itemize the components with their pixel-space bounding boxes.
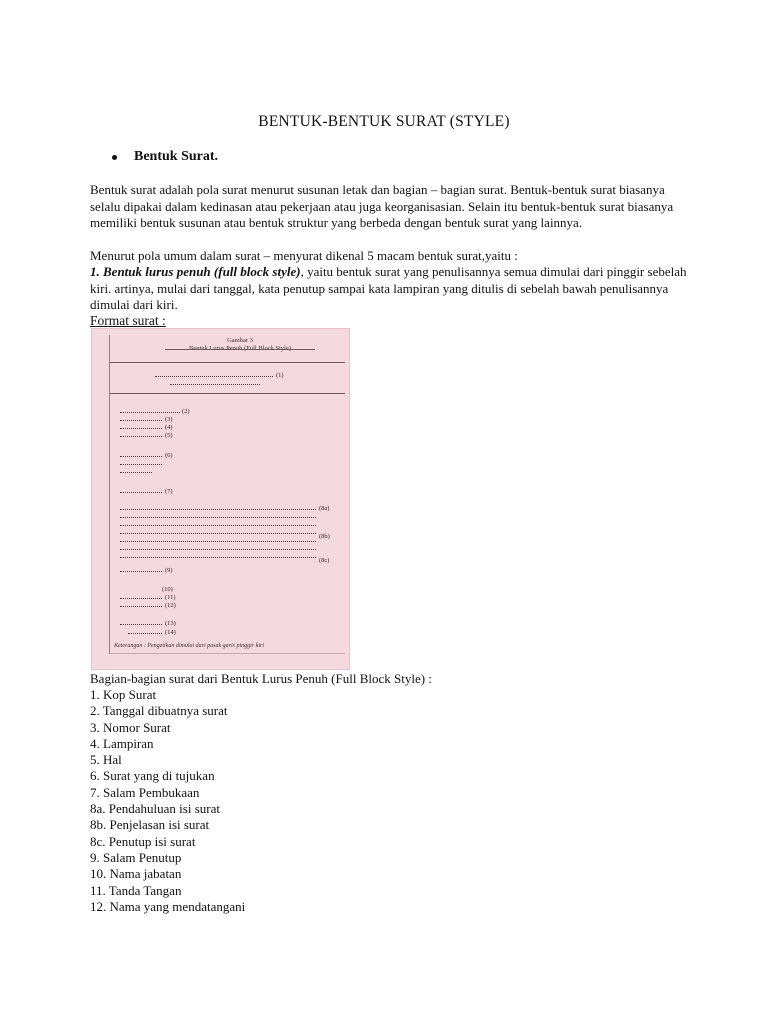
list-item: 6. Surat yang di tujukan: [90, 768, 215, 784]
figure-note: Keterangan : Pengetikan dimulai dari pasak garis pinggir kiri: [114, 643, 264, 649]
line-4: [120, 428, 162, 429]
label-13: (13): [165, 620, 176, 627]
line-6c: [120, 472, 152, 473]
letter-format-figure: [91, 328, 350, 670]
intro-paragraph: Bentuk surat adalah pola surat menurut susunan letak dan bagian – bagian surat. Bentuk-bentuk surat biasanya selalu dipakai dalam kedinasan atau pekerjaan atau juga keorganisasian. Selain itu bentuk-bentuk surat biasanya memiliki bentuk susunan atau bentuk struktur yang berbeda dengan bentuk surat yang lainnya.: [90, 182, 674, 230]
figure-caption: [170, 337, 310, 353]
line-8a-3: [120, 525, 316, 526]
line-5: [120, 436, 162, 437]
bullet-item: [112, 149, 218, 165]
parts-list: [90, 687, 245, 915]
label-3: (3): [165, 416, 173, 423]
document-title: BENTUK-BENTUK SURAT (STYLE): [258, 113, 510, 130]
line-9: [120, 571, 162, 572]
label-8a: (8a): [319, 505, 330, 512]
figure-frame: [109, 335, 345, 654]
list-item: 5. Hal: [90, 752, 122, 768]
line-6b: [120, 464, 162, 465]
list-item: 12. Nama yang mendatangani: [90, 898, 246, 914]
full-block-description: , yaitu bentuk surat yang penulisannya semua dimulai dari pinggir sebelah kiri. artinya, mulai dari tanggal, kata penutup sampai kata lampiran yang ditulis di sebelah bawah penulisannya dimulai dari kiri.: [90, 264, 687, 312]
line-11: [120, 598, 162, 599]
label-8b: (8b): [319, 533, 330, 540]
list-item: 2. Tanggal dibuatnya surat: [90, 703, 228, 719]
list-item: 1. Kop Surat: [90, 687, 157, 702]
list-item: 8c. Penutup isi surat: [90, 833, 196, 849]
label-4: (4): [165, 424, 173, 431]
label-12: (12): [165, 602, 176, 609]
label-9: (9): [165, 567, 173, 574]
label-10: (10): [162, 586, 173, 593]
caption-rule: [165, 349, 315, 350]
line-6a: [120, 456, 162, 457]
header-rule: [110, 362, 345, 363]
line-3: [120, 420, 162, 421]
label-6: (6): [165, 452, 173, 459]
kop-line-1: [155, 376, 273, 377]
line-12: [120, 606, 162, 607]
parts-list-header: Bagian-bagian surat dari Bentuk Lurus Penuh (Full Block Style) :: [90, 671, 432, 686]
full-block-heading: 1. Bentuk lurus penuh (full block style): [90, 264, 301, 279]
format-label: Format surat :: [90, 313, 166, 328]
line-8b-2: [120, 541, 316, 542]
label-14: (14): [165, 629, 176, 636]
label-1: (1): [276, 372, 284, 379]
line-14: [128, 633, 162, 634]
line-8c-1: [120, 557, 316, 558]
line-13: [120, 624, 162, 625]
kop-line-2: [170, 384, 260, 385]
line-8b-1: [120, 533, 316, 534]
label-7: (7): [165, 488, 173, 495]
label-11: (11): [165, 594, 176, 601]
list-item: 4. Lampiran: [90, 735, 154, 751]
pattern-paragraph: Menurut pola umum dalam surat – menyurat dikenal 5 macam bentuk surat,yaitu :: [90, 248, 518, 263]
label-2: (2): [182, 408, 190, 415]
line-8b-3: [120, 549, 316, 550]
line-8a-2: [120, 517, 316, 518]
line-7: [120, 492, 162, 493]
label-5: (5): [165, 432, 173, 439]
line-8a-1: [120, 509, 316, 510]
full-block-paragraph: [90, 264, 710, 314]
line-2: [120, 412, 180, 413]
list-item: 3. Nomor Surat: [90, 719, 171, 735]
list-item: 8a. Pendahuluan isi surat: [90, 801, 220, 817]
header-rule-bottom: [110, 393, 345, 394]
bullet-icon: [112, 155, 117, 160]
label-8c: (8c): [319, 557, 330, 564]
figure-caption-line2: Bentuk Lurus Penuh (Full Block Style): [188, 345, 291, 352]
list-item: 7. Salam Pembukaan: [90, 784, 200, 800]
list-item: 8b. Penjelasan isi surat: [90, 817, 210, 833]
figure-caption-line1: Gambar 3: [227, 337, 253, 344]
bullet-text: Bentuk Surat.: [134, 149, 219, 164]
list-item: 11. Tanda Tangan: [90, 882, 182, 898]
list-item: 9. Salam Penutup: [90, 849, 182, 865]
list-item: 10. Nama jabatan: [90, 866, 182, 882]
